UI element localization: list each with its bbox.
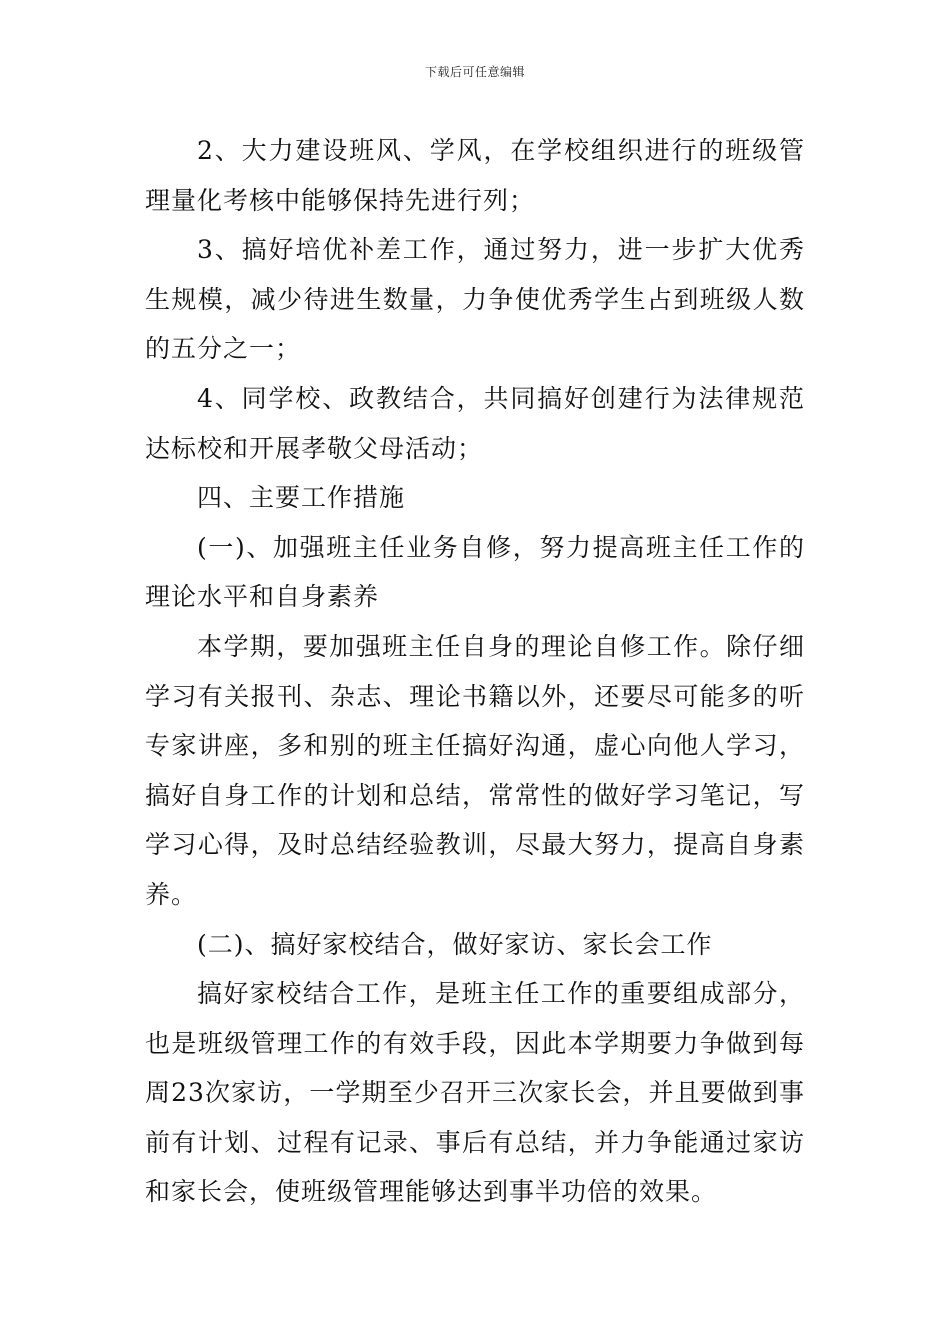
paragraph-goal-3: 3、搞好培优补差工作，通过努力，进一步扩大优秀生规模，减少待进生数量，力争使优秀学生占到班级人数的五分之一； (145, 235, 805, 364)
document-body (145, 126, 805, 1217)
paragraph-home-school: 搞好家校结合工作，是班主任工作的重要组成部分，也是班级管理工作的有效手段，因此本学期要力争做到每周23次家访，一学期至少召开三次家长会，并且要做到事前有计划、过程有记录、事后有总结，并力争能通过家访和家长会，使班级管理能够达到事半功倍的效果。 (145, 979, 805, 1207)
paragraph-goal-4: 4、同学校、政教结合，共同搞好创建行为法律规范达标校和开展孝敬父母活动； (145, 383, 805, 463)
subheading-home-school: (二)、搞好家校结合，做好家访、家长会工作 (197, 929, 713, 959)
section-heading-measures: 四、主要工作措施 (197, 483, 406, 513)
paragraph-goal-2: 2、大力建设班风、学风，在学校组织进行的班级管理量化考核中能够保持先进行列； (145, 136, 805, 215)
page-header: 下载后可任意编辑 (424, 65, 525, 79)
subheading-self-study: (一)、加强班主任业务自修，努力提高班主任工作的理论水平和自身素养 (145, 532, 805, 612)
paragraph-self-study: 本学期，要加强班主任自身的理论自修工作。除仔细学习有关报刊、杂志、理论书籍以外，还要尽可能多的听专家讲座，多和别的班主任搞好沟通，虚心向他人学习，搞好自身工作的计划和总结，常常性的做好学习笔记，写学习心得，及时总结经验教训，尽最大努力，提高自身素养。 (145, 631, 805, 909)
